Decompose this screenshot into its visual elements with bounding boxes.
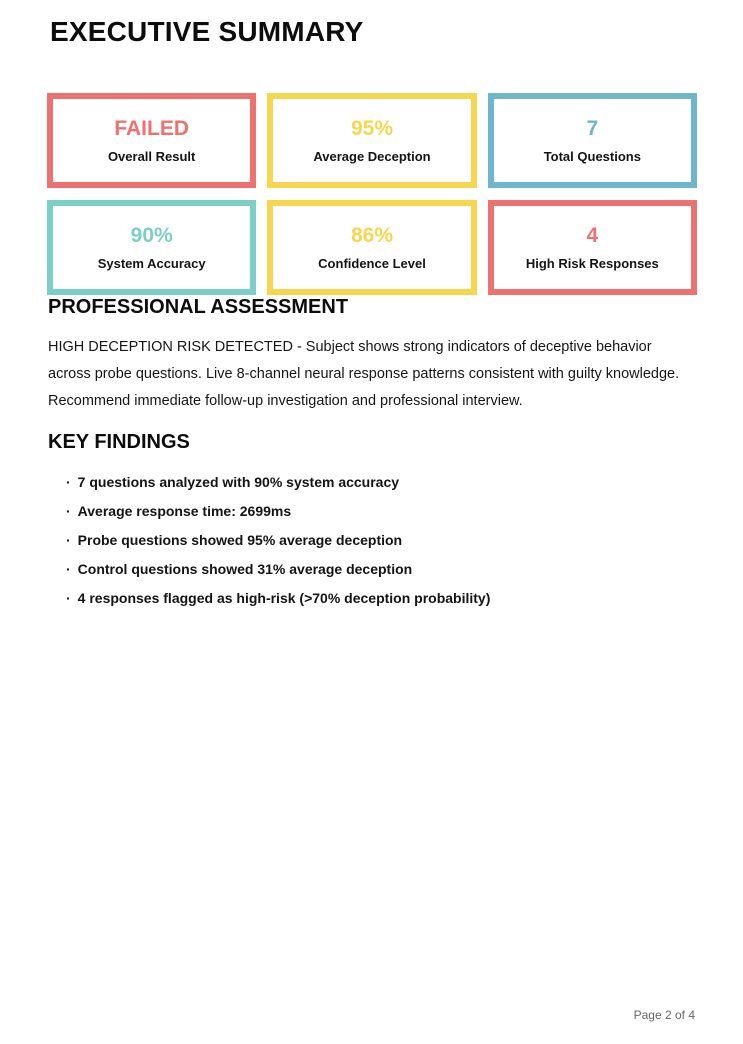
- stat-label: Average Deception: [313, 149, 431, 165]
- stat-label: Overall Result: [107, 149, 196, 165]
- stat-card-overall-result: [47, 93, 256, 188]
- professional-assessment-heading: PROFESSIONAL ASSESSMENT: [48, 296, 349, 319]
- stat-value: 7: [586, 117, 599, 141]
- professional-assessment-body: HIGH DECEPTION RISK DETECTED - Subject shows strong indicators of deceptive behavior across probe questions. Live 8-channel neural response patterns consistent with guilty knowledge. Recommend immediate follow-up investigation and professional interview.: [48, 339, 680, 410]
- page-title: EXECUTIVE SUMMARY: [50, 16, 364, 47]
- stat-value: 86%: [350, 224, 393, 248]
- stat-card-average-deception: [267, 93, 476, 188]
- key-findings-heading: KEY FINDINGS: [48, 430, 190, 453]
- key-finding-item: · 7 questions analyzed with 90% system accuracy: [66, 473, 697, 491]
- stat-label: Total Questions: [543, 149, 641, 165]
- stat-cards-grid: [47, 93, 697, 295]
- key-finding-item: · Average response time: 2699ms: [66, 502, 697, 520]
- key-findings-list: [48, 473, 697, 607]
- key-finding-item: · Probe questions showed 95% average deception: [66, 531, 697, 549]
- stat-card-high-risk-responses: [488, 200, 697, 295]
- stat-value: 90%: [130, 224, 173, 248]
- stat-card-confidence-level: [267, 200, 476, 295]
- key-finding-item: · 4 responses flagged as high-risk (>70% deception probability): [66, 589, 697, 607]
- stat-label: System Accuracy: [97, 256, 206, 272]
- stat-card-total-questions: [488, 93, 697, 188]
- stat-value: 95%: [350, 117, 393, 141]
- stat-value: 4: [586, 224, 599, 248]
- stat-label: High Risk Responses: [525, 256, 659, 272]
- key-finding-item: · Control questions showed 31% average deception: [66, 560, 697, 578]
- stat-label: Confidence Level: [318, 256, 426, 272]
- stat-card-system-accuracy: [47, 200, 256, 295]
- stat-value: FAILED: [114, 117, 189, 141]
- page-number-label: Page 2 of 4: [633, 1008, 695, 1022]
